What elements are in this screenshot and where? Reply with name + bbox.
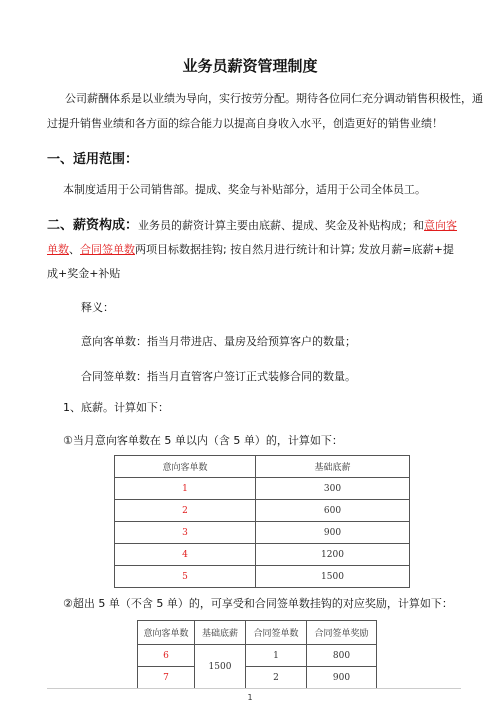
section2-paragraph — [47, 214, 461, 286]
table-row — [115, 544, 410, 566]
page-number: 1 — [247, 693, 253, 702]
section1-heading: 一、适用范围： — [47, 152, 139, 167]
definitions-label: 释义： — [81, 301, 114, 314]
section2-text-a: 业务员的薪资计算主要由底薪、提成、奖金及补贴构成；和 — [138, 219, 425, 232]
table-row — [138, 667, 377, 689]
table-row — [138, 645, 377, 667]
section2-sep: 、 — [69, 243, 80, 256]
table2-intent-cell: 6 — [138, 645, 195, 667]
table1-intent-cell: 3 — [115, 522, 256, 544]
table2-header-contract: 合同签单数 — [246, 621, 307, 645]
table1-intent-cell: 5 — [115, 566, 256, 588]
table1-intent-cell: 1 — [115, 478, 256, 500]
table1-base-cell: 300 — [256, 478, 410, 500]
intent-count-link: 意向客单数 — [47, 219, 458, 256]
table2-header-base: 基础底薪 — [195, 621, 246, 645]
table1-header-base: 基础底薪 — [256, 456, 410, 478]
section1-text: 本制度适用于公司销售部。提成、奖金与补贴部分，适用于公司全体员工。 — [63, 183, 426, 196]
table1-header-intent: 意向客单数 — [115, 456, 256, 478]
table2-header-reward: 合同签单奖励 — [307, 621, 377, 645]
table1-base-cell: 900 — [256, 522, 410, 544]
bonus-table — [137, 620, 377, 689]
definition-intent: 意向客单数：指当月带进店、量房及给预算客户的数量； — [81, 335, 356, 348]
intro-line-1: 公司薪酬体系是以业绩为导向，实行按劳分配。期待各位同仁充分调动销售积极性，通 — [65, 92, 483, 105]
table2-header-intent: 意向客单数 — [138, 621, 195, 645]
table2-base-cell: 1500 — [195, 645, 246, 689]
table2-contract-cell: 2 — [246, 667, 307, 689]
table-row — [115, 478, 410, 500]
base-salary-table — [114, 455, 410, 588]
document-title: 业务员薪资管理制度 — [182, 57, 318, 75]
table-row — [115, 566, 410, 588]
table2-reward-cell: 800 — [307, 645, 377, 667]
case2-text: ②超出 5 单（不含 5 单）的，可享受和合同签单数挂钩的对应奖励，计算如下： — [63, 597, 453, 610]
table-row — [115, 500, 410, 522]
footer-divider — [47, 688, 461, 689]
section2-text-b: 两项目标数据挂钩; 按自然月进行统计和计算; 发放月薪=底薪+提成+奖金+补贴 — [47, 243, 454, 280]
table-row — [115, 522, 410, 544]
definition-contract: 合同签单数：指当月直管客户签订正式装修合同的数量。 — [81, 370, 356, 383]
table1-base-cell: 1500 — [256, 566, 410, 588]
case1-text: ①当月意向客单数在 5 单以内（含 5 单）的，计算如下： — [63, 434, 343, 447]
table2-reward-cell: 900 — [307, 667, 377, 689]
table1-base-cell: 1200 — [256, 544, 410, 566]
table2-contract-cell: 1 — [246, 645, 307, 667]
table2-intent-cell: 7 — [138, 667, 195, 689]
table1-base-cell: 600 — [256, 500, 410, 522]
table1-intent-cell: 2 — [115, 500, 256, 522]
table1-intent-cell: 4 — [115, 544, 256, 566]
base-salary-heading: 1、底薪。计算如下： — [63, 401, 169, 414]
contract-count-link: 合同签单数 — [80, 243, 135, 256]
section2-heading: 二、薪资构成： — [47, 218, 139, 233]
intro-line-2: 过提升销售业绩和各方面的综合能力以提高自身收入水平，创造更好的销售业绩！ — [47, 117, 443, 130]
